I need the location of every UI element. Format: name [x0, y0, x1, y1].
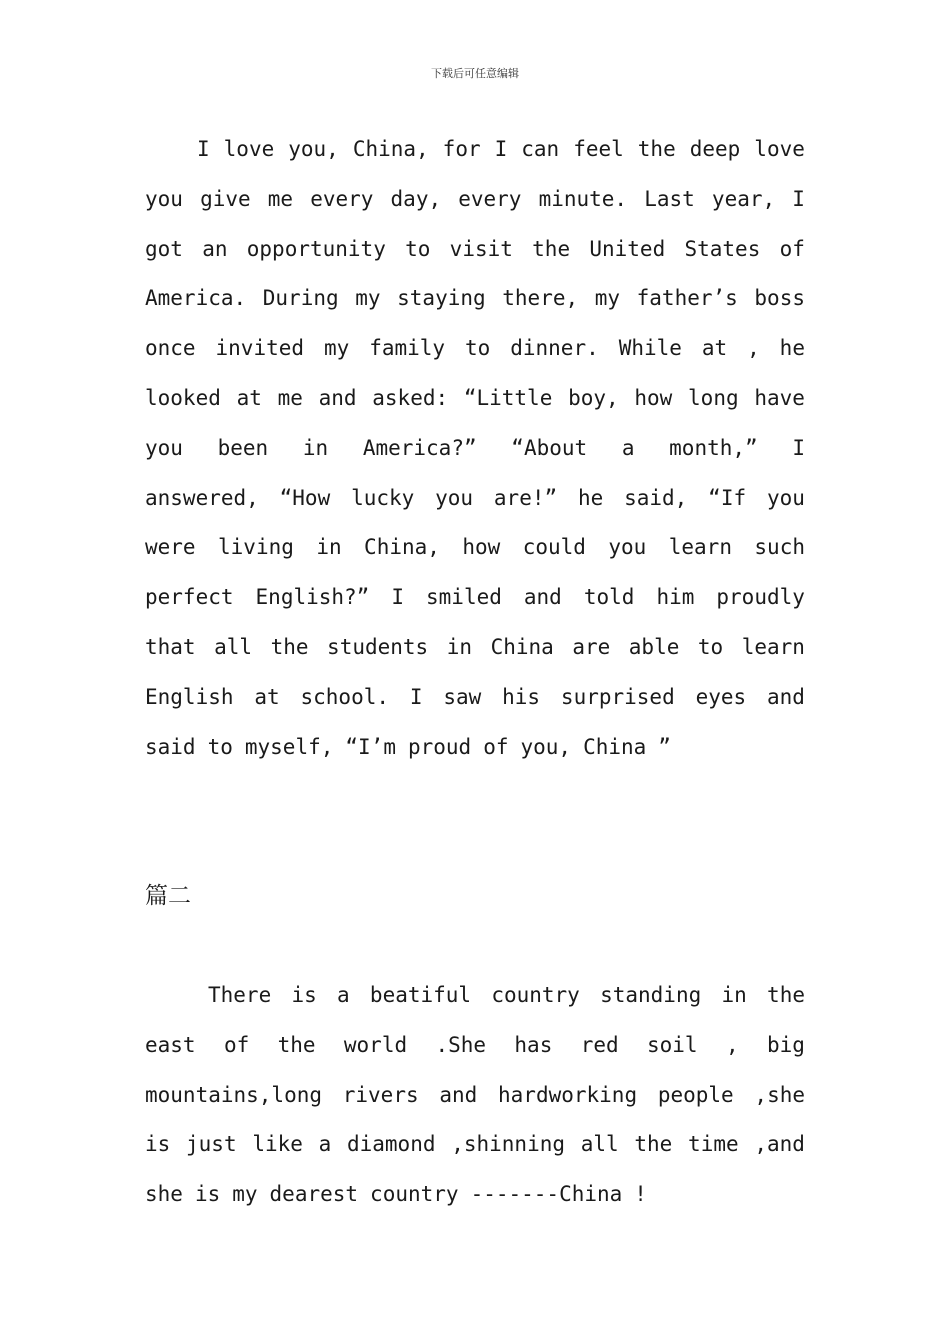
word: love — [754, 137, 805, 161]
word: country — [491, 983, 580, 1007]
word: minute. — [538, 186, 628, 211]
paragraph-line — [145, 474, 805, 524]
word: hardworking — [498, 1082, 638, 1107]
word: every — [310, 186, 374, 211]
word: for — [442, 137, 481, 161]
word: you — [608, 535, 647, 560]
paragraph-line — [145, 573, 805, 623]
word: learn — [668, 535, 732, 560]
word: “I’m — [345, 734, 396, 759]
word: I — [792, 186, 805, 211]
word: you, — [520, 734, 572, 759]
word: invited — [215, 336, 305, 361]
word: love — [223, 137, 275, 161]
word: I — [197, 137, 210, 161]
word: a — [337, 983, 350, 1007]
paragraph-line — [145, 1071, 805, 1121]
word: a — [318, 1132, 332, 1157]
word: answered, — [145, 485, 259, 510]
word: he — [577, 485, 604, 510]
word: staying — [397, 286, 486, 311]
word: the — [767, 983, 805, 1007]
word: big — [766, 1032, 805, 1057]
word: eyes — [695, 684, 747, 709]
word: his — [502, 684, 541, 709]
word: asked: — [372, 385, 449, 410]
word: and — [523, 585, 562, 610]
word: visit — [449, 236, 513, 261]
word: “About — [511, 435, 588, 460]
word: red — [580, 1032, 619, 1057]
word: time — [688, 1132, 739, 1157]
word: said, — [624, 485, 688, 510]
word: learn — [741, 634, 805, 659]
word: once — [145, 336, 196, 361]
paragraph-line — [145, 623, 805, 673]
word: such — [754, 535, 805, 560]
word: my — [232, 1182, 258, 1207]
word: able — [628, 634, 680, 659]
word: can — [521, 137, 560, 161]
word: in — [316, 535, 342, 560]
word: school. — [300, 684, 390, 709]
word: ” — [658, 734, 671, 759]
word: got — [145, 236, 183, 261]
word: “If — [708, 485, 747, 510]
paragraph-line — [145, 225, 805, 275]
word: “How — [279, 485, 331, 510]
word: , — [747, 336, 760, 361]
word: at — [254, 684, 280, 709]
word: like — [252, 1132, 303, 1157]
word: that — [145, 634, 196, 659]
word: year, — [711, 186, 776, 211]
page-header: 下载后可任意编辑 — [431, 67, 519, 80]
word: America?” — [362, 435, 477, 460]
word: at — [236, 385, 262, 410]
word: have — [754, 385, 805, 410]
paragraph-line — [145, 1170, 805, 1220]
word: While — [618, 336, 682, 361]
word: .She — [435, 1032, 487, 1057]
word: are — [572, 634, 611, 659]
word: you, — [288, 137, 339, 161]
word: father’s — [636, 286, 738, 311]
paragraph-line — [145, 324, 805, 374]
word: English — [145, 684, 234, 709]
word: of — [483, 734, 509, 759]
word: the — [634, 1132, 673, 1157]
word: were — [145, 535, 196, 560]
word: , — [725, 1032, 739, 1057]
word: Last — [644, 186, 695, 211]
word: of — [779, 236, 805, 261]
word: and — [766, 684, 805, 709]
word: to — [207, 734, 233, 759]
word: country — [370, 1182, 459, 1207]
word: he — [779, 336, 805, 361]
word: beatiful — [369, 983, 472, 1007]
word: to — [697, 634, 724, 659]
word: deep — [689, 137, 741, 161]
word: China, — [352, 137, 429, 161]
word: myself, — [244, 734, 334, 759]
word: said — [145, 734, 196, 759]
word: rivers — [342, 1082, 419, 1107]
paragraph-line — [145, 723, 805, 773]
word: the — [532, 236, 571, 261]
word: surprised — [560, 684, 675, 709]
word: “Little — [463, 385, 553, 410]
word: China — [583, 734, 647, 759]
word: America. — [145, 286, 247, 311]
word: family — [369, 336, 446, 361]
paragraph-line — [145, 175, 805, 225]
word: my — [594, 286, 621, 311]
word: is — [194, 1182, 221, 1207]
word: I — [792, 435, 805, 460]
word: in — [721, 983, 747, 1007]
word: During — [262, 286, 339, 311]
word: has — [514, 1032, 553, 1057]
word: diamond — [346, 1132, 436, 1157]
word: the — [637, 137, 676, 161]
word: and — [439, 1082, 478, 1107]
word: an — [202, 236, 228, 261]
paragraph-line — [145, 971, 805, 1021]
word: people — [657, 1082, 734, 1107]
word: she — [145, 1182, 183, 1207]
word: China, — [364, 535, 440, 560]
word: dearest — [269, 1182, 359, 1207]
word: and — [318, 385, 357, 410]
word: English?” — [255, 585, 370, 610]
word: every — [458, 186, 522, 211]
word: my — [323, 336, 350, 361]
section-title: 篇二 — [145, 883, 191, 909]
word: are!” — [493, 485, 558, 510]
word: ,shinning — [451, 1132, 566, 1157]
word: United — [589, 236, 666, 261]
word: ,she — [754, 1082, 805, 1107]
word: long — [688, 385, 739, 410]
word: living — [218, 535, 294, 560]
word: me — [267, 186, 294, 211]
word: dinner. — [510, 336, 599, 361]
word: been — [217, 435, 269, 460]
word: China — [490, 634, 554, 659]
word: just — [186, 1132, 237, 1157]
word: is — [145, 1132, 171, 1157]
word: There — [208, 983, 272, 1007]
word: boss — [754, 286, 805, 311]
word: I — [391, 585, 404, 610]
paragraph-line — [145, 274, 805, 324]
word: lucky — [351, 485, 415, 510]
word: smiled — [426, 585, 502, 610]
word: the — [277, 1032, 316, 1057]
word: at — [701, 336, 728, 361]
word: the — [270, 634, 309, 659]
word: looked — [145, 385, 221, 410]
paragraph-line — [145, 424, 805, 474]
paragraph-line — [145, 673, 805, 723]
word: standing — [600, 983, 702, 1007]
paragraph-line — [145, 125, 805, 175]
word: could — [522, 535, 586, 560]
word: give — [200, 186, 251, 211]
word: to — [465, 336, 491, 361]
word: how — [462, 535, 501, 560]
word: there, — [502, 286, 579, 311]
word: opportunity — [246, 236, 386, 261]
word: saw — [443, 684, 482, 709]
word: proudly — [716, 585, 805, 610]
word: boy, — [568, 385, 619, 410]
word: proud — [407, 734, 472, 759]
word: world — [343, 1032, 408, 1057]
word: told — [583, 585, 635, 610]
word: -------China — [470, 1182, 623, 1207]
word: you — [766, 485, 805, 510]
word: day, — [390, 186, 442, 211]
word: you — [145, 435, 183, 460]
word: ! — [634, 1182, 647, 1207]
word: mountains,long — [145, 1082, 323, 1107]
paragraph-line — [145, 523, 805, 573]
word: of — [223, 1032, 250, 1057]
word: me — [277, 385, 303, 410]
paragraph-line — [145, 374, 805, 424]
essay-paragraph-1 — [145, 125, 805, 772]
paragraph-line — [145, 1021, 805, 1071]
word: in — [446, 634, 473, 659]
word: all — [214, 634, 253, 659]
word: is — [291, 983, 317, 1007]
word: I — [409, 684, 423, 709]
word: perfect — [145, 585, 234, 610]
essay-paragraph-2 — [145, 971, 805, 1220]
word: soil — [647, 1032, 698, 1057]
word: States — [684, 236, 761, 261]
word: students — [327, 634, 429, 659]
paragraph-line — [145, 1120, 805, 1170]
word: ,and — [754, 1132, 805, 1157]
word: feel — [573, 137, 624, 161]
word: a — [621, 435, 635, 460]
word: in — [302, 435, 329, 460]
word: how — [634, 385, 673, 410]
word: you — [435, 485, 474, 510]
word: my — [355, 286, 381, 311]
word: to — [405, 236, 431, 261]
word: month,” — [669, 435, 758, 460]
word: I — [494, 137, 508, 161]
word: him — [656, 585, 695, 610]
word: you — [145, 186, 183, 211]
word: all — [580, 1132, 619, 1157]
word: east — [145, 1032, 196, 1057]
